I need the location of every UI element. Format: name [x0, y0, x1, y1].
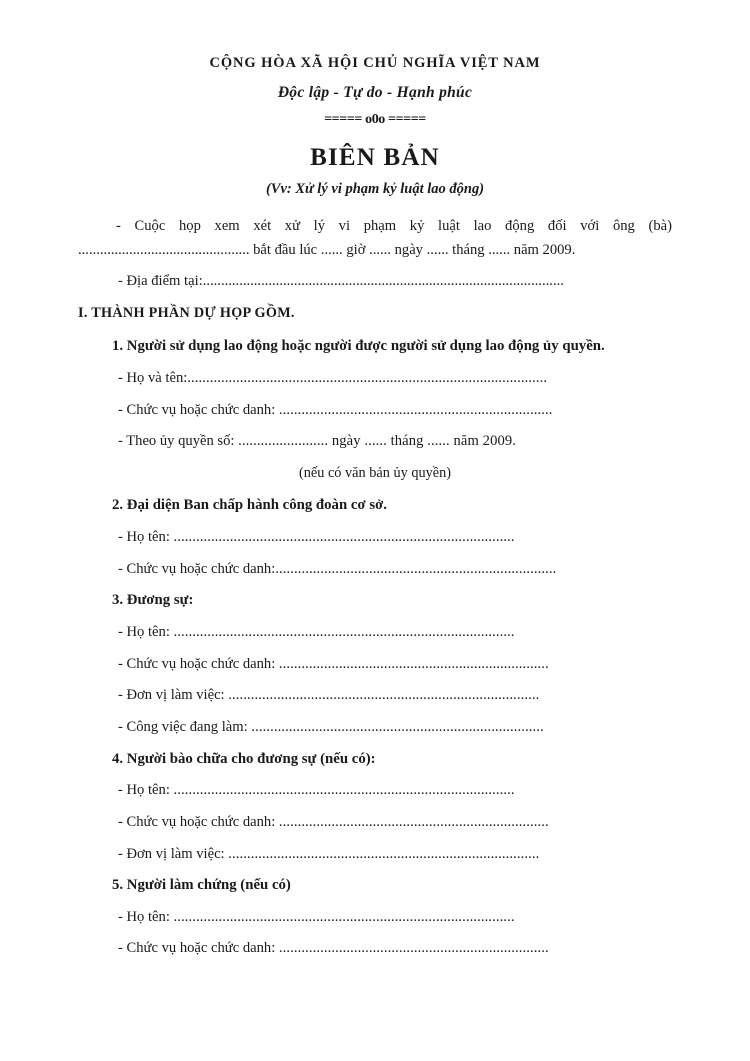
field-label: - Chức vụ hoặc chức danh:: [118, 941, 279, 957]
meeting-time-text: bắt đầu lúc ...... giờ ...... ngày ...... tháng ...... năm 2009.: [249, 242, 576, 259]
field-label: - Đơn vị làm việc:: [118, 846, 229, 862]
meeting-location-line: [78, 274, 672, 289]
field-dots: ........................................................................: [278, 814, 549, 830]
meeting-location-label: - Địa điểm tại:: [118, 273, 203, 289]
field-label: - Đơn vị làm việc:: [118, 688, 229, 703]
field-defender-workunit: [78, 847, 672, 862]
page-subtitle: (Vv: Xử lý vi phạm kỷ luật lao động): [265, 181, 485, 197]
field-union-position: [78, 562, 672, 577]
field-dots: ...................................................................................: [228, 846, 540, 862]
field-label: - Công việc đang làm:: [118, 719, 252, 735]
field-dots: ...................................................................................: [228, 688, 540, 703]
field-label: - Chức vụ hoặc chức danh:: [118, 402, 279, 418]
meeting-purpose-line: - Cuộc họp xem xét xử lý vi phạm kỷ luật lao động đối với ông (bà): [116, 217, 672, 234]
field-label: - Họ tên:: [118, 530, 174, 545]
subsection-heading-2: 2. Đại diện Ban chấp hành công đoàn cơ sở.: [112, 497, 387, 514]
subsection-heading-3: 3. Đương sự:: [112, 592, 194, 609]
field-dots: ........................................................................: [278, 941, 549, 957]
meeting-time-line: [78, 243, 672, 258]
field-dots: ...........................................................................................: [173, 909, 515, 925]
field-dots: ...........................................................................................: [173, 783, 515, 798]
meeting-person-dots: ...............................................: [78, 242, 250, 259]
field-label: - Họ tên:: [118, 783, 174, 798]
subsection-heading-1: 1. Người sử dụng lao động hoặc người được người sử dụng lao động ủy quyền.: [112, 338, 605, 355]
field-label: - Chức vụ hoặc chức danh:: [118, 656, 279, 672]
field-label: - Chức vụ hoặc chức danh:: [118, 814, 279, 830]
subsection-heading-4: 4. Người bào chữa cho đương sự (nếu có):: [112, 750, 376, 767]
subsection-heading-5: 5. Người làm chứng (nếu có): [112, 877, 291, 894]
field-label: - Họ và tên:: [118, 371, 188, 386]
field-defender-fullname: [78, 783, 672, 798]
field-dots: ...........................................................................................: [173, 530, 515, 545]
field-label: - Theo ủy quyền số:: [118, 434, 239, 450]
field-dots: ..............................................................................: [251, 719, 544, 735]
field-dots: .........................................................................: [278, 402, 553, 418]
field-witness-position: [78, 941, 672, 956]
field-authorisation-number: [78, 434, 672, 449]
document-content: [78, 56, 672, 973]
field-dots: ...........................................................................: [275, 561, 557, 577]
national-motto: Độc lập - Tự do - Hạnh phúc: [277, 83, 473, 101]
field-employer-fullname: [78, 371, 672, 386]
field-subject-workunit: [78, 688, 672, 703]
field-subject-position: [78, 657, 672, 672]
field-dots: ...........................................................................................: [173, 625, 515, 640]
field-label: - Chức vụ hoặc chức danh:: [118, 561, 276, 577]
field-employer-position: [78, 403, 672, 418]
meeting-location-dots: ...................................................................................................: [202, 273, 564, 289]
section-heading-participants: I. THÀNH PHẦN DỰ HỌP GỒM.: [78, 305, 295, 322]
field-subject-currentjob: [78, 720, 672, 735]
field-label: - Họ tên:: [118, 909, 174, 925]
field-dots: ................................................................................................: [187, 371, 548, 386]
field-dots: ........................................................................: [278, 656, 549, 672]
field-defender-position: [78, 815, 672, 830]
page-title: BIÊN BẢN: [310, 144, 440, 171]
national-heading: CỘNG HÒA XÃ HỘI CHỦ NGHĨA VIỆT NAM: [209, 55, 541, 71]
field-dots: ........................ ngày ...... tháng ...... năm 2009.: [238, 434, 517, 450]
ornamental-divider: ===== o0o =====: [324, 112, 426, 127]
field-union-fullname: [78, 530, 672, 545]
field-witness-fullname: [78, 910, 672, 925]
field-subject-fullname: [78, 625, 672, 640]
field-label: - Họ tên:: [118, 625, 174, 640]
authorisation-note: (nếu có văn bản ủy quyền): [298, 465, 452, 482]
